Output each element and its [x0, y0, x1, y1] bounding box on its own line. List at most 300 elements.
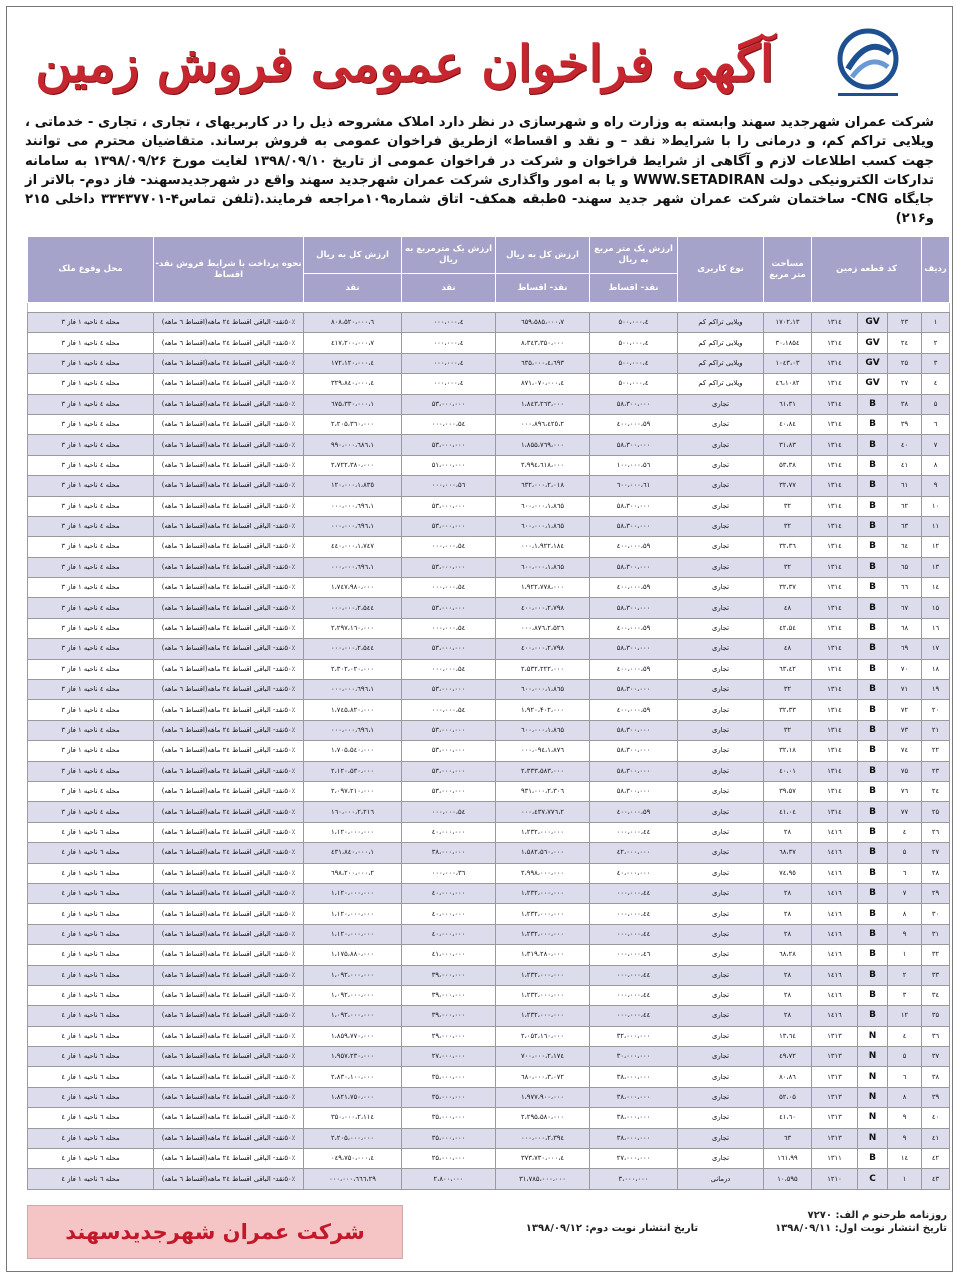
table-row — [28, 455, 950, 475]
cell-total-installment: ۱،۲۳۲،۰۰۰،۰۰۰ — [496, 924, 590, 944]
publication-dates-line — [427, 1222, 947, 1235]
table-row — [28, 394, 950, 414]
cell-location: محله ٦ ناحیه ۱ فاز ٤ — [28, 1047, 154, 1067]
cell-row-number: ۳ — [922, 353, 950, 373]
cell-unit-price-cash: ۳۸،۰۰۰،۰۰۰ — [402, 843, 496, 863]
cell-total-installment: ۲،۱۷٤،۷۰۰،۰۰۰ — [496, 1047, 590, 1067]
cell-usage: تجاری — [678, 802, 764, 822]
cell-parcel-number: ٦ — [888, 1067, 922, 1087]
cell-total-installment: ۱،۲۳۲،۰۰۰،۰۰۰ — [496, 985, 590, 1005]
cell-unit-price-installment: ۵۸،۳۰۰،۰۰۰ — [590, 394, 678, 414]
table-row — [28, 904, 950, 924]
cell-parcel-number: ۳۹ — [888, 414, 922, 434]
cell-total-cash: ۲،۲۹۷،۱٦۰،۰۰۰ — [304, 618, 402, 638]
cell-plan-code: ۱۳۱٤ — [812, 313, 858, 333]
cell-parcel-number: ۱۲ — [888, 1006, 922, 1026]
cell-payment-method: ۵۰٪نقد- الباقی اقساط ۲٤ ماهه(اقساط ٦ ماهه) — [154, 680, 304, 700]
cell-area: ۱٦۱،۹۹ — [764, 1149, 812, 1169]
table-row — [28, 720, 950, 740]
cell-total-cash: ۲۹،٦٦٦،۰۰۰،۰۰۰ — [304, 1169, 402, 1189]
cell-usage: تجاری — [678, 455, 764, 475]
cell-total-installment: ۲،۹۹٤،٦۱۸،۰۰۰ — [496, 455, 590, 475]
cell-area: ۳۹،۵۷ — [764, 781, 812, 801]
cell-plan-code: ۱۳۱٤ — [812, 455, 858, 475]
second-pub-label: تاریخ انتشار نوبت دوم: — [585, 1223, 699, 1234]
cell-usage: تجاری — [678, 496, 764, 516]
cell-plan-code: ۱٤۱٦ — [812, 1006, 858, 1026]
cell-area: ۳۲،۷۷ — [764, 476, 812, 496]
cell-location: محله ٤ ناحیه ۱ فاز ۳ — [28, 761, 154, 781]
cell-unit-price-installment: ۵۸،۳۰۰،۰۰۰ — [590, 720, 678, 740]
cell-payment-method: ۵۰٪نقد- الباقی اقساط ۲٤ ماهه(اقساط ٦ ماهه) — [154, 741, 304, 761]
cell-area: ۳۲،۳۷ — [764, 578, 812, 598]
cell-total-installment: ۱،۸٦۵،٦۰۰،۰۰۰ — [496, 516, 590, 536]
cell-unit-price-installment: ۵۸،۳۰۰،۰۰۰ — [590, 598, 678, 618]
table-row — [28, 578, 950, 598]
cell-plan-code: ۱۳۱٤ — [812, 781, 858, 801]
cell-block: B — [858, 659, 888, 679]
table-row — [28, 516, 950, 536]
cell-block: B — [858, 394, 888, 414]
cell-unit-price-installment: ۵۸،۳۰۰،۰۰۰ — [590, 516, 678, 536]
cell-parcel-number: ۵ — [888, 843, 922, 863]
cell-payment-method: ۵۰٪نقد- الباقی اقساط ۲٤ ماهه(اقساط ٦ ماهه) — [154, 965, 304, 985]
table-row — [28, 414, 950, 434]
company-logo-icon — [818, 23, 918, 107]
header-unit-price-installment: ارزش یک متر مربع به ریال — [590, 237, 678, 274]
cell-unit-price-installment: ۵۹،٤۰۰،۰۰۰ — [590, 659, 678, 679]
cell-payment-method: ۵۰٪نقد- الباقی اقساط ۲٤ ماهه(اقساط ٦ ماهه) — [154, 414, 304, 434]
cell-area: ۳۱،٦۱ — [764, 394, 812, 414]
cell-payment-method: ۵۰٪نقد- الباقی اقساط ۲٤ ماهه(اقساط ٦ ماهه) — [154, 843, 304, 863]
cell-unit-price-cash: ۵٤،۰۰۰،۰۰۰ — [402, 414, 496, 434]
cell-row-number: ۳٤ — [922, 985, 950, 1005]
cell-total-installment: ۲،۲۹۵،۵۸۰،۰۰۰ — [496, 1108, 590, 1128]
cell-total-cash: ۱،۰۹۲،۰۰۰،۰۰۰ — [304, 985, 402, 1005]
cell-area: ۲۸ — [764, 965, 812, 985]
cell-row-number: ۳۱ — [922, 924, 950, 944]
cell-unit-price-cash: ٤۰،۰۰۰،۰۰۰ — [402, 904, 496, 924]
newspaper-label: روزنامه طرحنو م الف: — [835, 1210, 947, 1221]
cell-unit-price-cash: ۵۳،۰۰۰،۰۰۰ — [402, 639, 496, 659]
cell-payment-method: ۵۰٪نقد- الباقی اقساط ۲٤ ماهه(اقساط ٦ ماهه) — [154, 1128, 304, 1148]
header-total-cash: ارزش کل به ریال — [304, 237, 402, 274]
cell-block: B — [858, 945, 888, 965]
spacer-cell — [28, 303, 950, 313]
table-row — [28, 598, 950, 618]
cell-plan-code: ۱۳۱٤ — [812, 537, 858, 557]
cell-unit-price-installment: ٤۲،۰۰۰،۰۰۰ — [590, 843, 678, 863]
cell-location: محله ٤ ناحیه ۱ فاز ۳ — [28, 394, 154, 414]
table-row — [28, 1087, 950, 1107]
cell-payment-method: ۵۰٪نقد- الباقی اقساط ۲٤ ماهه(اقساط ٦ ماهه) — [154, 578, 304, 598]
cell-plan-code: ۱٤۱٦ — [812, 924, 858, 944]
cell-parcel-number: ۸ — [888, 1087, 922, 1107]
table-row — [28, 945, 950, 965]
cell-area: ۲۸ — [764, 924, 812, 944]
cell-row-number: ۳۲ — [922, 945, 950, 965]
cell-total-cash: ۲،۱۲۰،۵۳۰،۰۰۰ — [304, 761, 402, 781]
cell-payment-method: ۵۰٪نقد- الباقی اقساط ۲٤ ماهه(اقساط ٦ ماهه) — [154, 1108, 304, 1128]
cell-unit-price-installment: ۳۸،۰۰۰،۰۰۰ — [590, 1108, 678, 1128]
cell-payment-method: ۵۰٪نقد- الباقی اقساط ۲٤ ماهه(اقساط ٦ ماهه) — [154, 1047, 304, 1067]
cell-block: N — [858, 1128, 888, 1148]
cell-unit-price-cash: ۳۵،۰۰۰،۰۰۰ — [402, 1128, 496, 1148]
cell-location: محله ٤ ناحیه ۱ فاز ۳ — [28, 374, 154, 394]
cell-parcel-number: ۷۳ — [888, 720, 922, 740]
cell-unit-price-installment: ٤،۵۰۰،۰۰۰ — [590, 333, 678, 353]
cell-row-number: ۱۷ — [922, 639, 950, 659]
cell-total-installment: ۱،۲۳۲،۰۰۰،۰۰۰ — [496, 965, 590, 985]
cell-plan-code: ۱۳۱٤ — [812, 618, 858, 638]
cell-area: ۱۰۸۲،٤٦ — [764, 374, 812, 394]
cell-usage: تجاری — [678, 863, 764, 883]
cell-row-number: ۲ — [922, 333, 950, 353]
cell-total-installment: ۱،۸٦۵،٦۰۰،۰۰۰ — [496, 680, 590, 700]
cell-plan-code: ۱۳۱٤ — [812, 394, 858, 414]
table-body — [28, 303, 950, 1190]
cell-row-number: ٦ — [922, 414, 950, 434]
cell-area: ۳۲ — [764, 680, 812, 700]
cell-area: ۳۲،۳۳ — [764, 700, 812, 720]
cell-usage: تجاری — [678, 700, 764, 720]
cell-parcel-number: ٦٤ — [888, 537, 922, 557]
cell-location: محله ٤ ناحیه ۱ فاز ۳ — [28, 618, 154, 638]
cell-total-cash: ۱،٤۳۱،۸٤۰،۰۰۰ — [304, 843, 402, 863]
cell-location: محله ٦ ناحیه ۱ فاز ٤ — [28, 1087, 154, 1107]
cell-plan-code: ۱۳۱٤ — [812, 659, 858, 679]
cell-payment-method: ۵۰٪نقد- الباقی اقساط ۲٤ ماهه(اقساط ٦ ماهه) — [154, 1149, 304, 1169]
cell-parcel-number: ۹ — [888, 924, 922, 944]
subheader-installment: نقد- اقساط — [590, 274, 678, 303]
header-total-installment: ارزش کل به ریال — [496, 237, 590, 274]
cell-unit-price-installment: ۵۸،۳۰۰،۰۰۰ — [590, 496, 678, 516]
cell-area: ٤۸ — [764, 598, 812, 618]
cell-parcel-number: ۹ — [888, 1128, 922, 1148]
cell-parcel-number: ۷۲ — [888, 700, 922, 720]
cell-row-number: ۳۵ — [922, 1006, 950, 1026]
cell-unit-price-installment: ۳۰،۰۰۰،۰۰۰ — [590, 1047, 678, 1067]
cell-parcel-number: ۱ — [888, 1169, 922, 1189]
cell-plan-code: ۱۳۱٤ — [812, 476, 858, 496]
cell-payment-method: ۵۰٪نقد- الباقی اقساط ۲٤ ماهه(اقساط ٦ ماهه) — [154, 313, 304, 333]
cell-payment-method: ۵۰٪نقد- الباقی اقساط ۲٤ ماهه(اقساط ٦ ماهه) — [154, 394, 304, 414]
cell-unit-price-cash: ۵۳،۰۰۰،۰۰۰ — [402, 781, 496, 801]
cell-usage: تجاری — [678, 1149, 764, 1169]
cell-block: B — [858, 904, 888, 924]
cell-row-number: ٤۲ — [922, 1149, 950, 1169]
cell-row-number: ۲۷ — [922, 843, 950, 863]
cell-row-number: ۲۱ — [922, 720, 950, 740]
cell-row-number: ۱۲ — [922, 537, 950, 557]
cell-plan-code: ۱۳۱۳ — [812, 1067, 858, 1087]
table-row — [28, 1047, 950, 1067]
cell-total-installment: ۲،٤۲٥،۸۹٦،۰۰۰ — [496, 414, 590, 434]
cell-unit-price-cash: ۲۷،۰۰۰،۰۰۰ — [402, 1047, 496, 1067]
cell-block: B — [858, 557, 888, 577]
cell-payment-method: ۵۰٪نقد- الباقی اقساط ۲٤ ماهه(اقساط ٦ ماهه) — [154, 1006, 304, 1026]
cell-payment-method: ۵۰٪نقد- الباقی اقساط ۲٤ ماهه(اقساط ٦ ماهه) — [154, 1087, 304, 1107]
cell-parcel-number: ٦٦ — [888, 578, 922, 598]
cell-usage: تجاری — [678, 924, 764, 944]
cell-area: ۳۲ — [764, 496, 812, 516]
cell-row-number: ۳۷ — [922, 1047, 950, 1067]
cell-plan-code: ۱۳۱٤ — [812, 700, 858, 720]
header-parcel-code: کد قطعه زمین — [812, 237, 922, 303]
cell-usage: تجاری — [678, 781, 764, 801]
table-row — [28, 659, 950, 679]
cell-block: B — [858, 1006, 888, 1026]
cell-parcel-number: ۱٤ — [888, 1149, 922, 1169]
cell-payment-method: ۵۰٪نقد- الباقی اقساط ۲٤ ماهه(اقساط ٦ ماهه) — [154, 802, 304, 822]
cell-location: محله ٤ ناحیه ۱ فاز ۳ — [28, 639, 154, 659]
cell-unit-price-installment: ٤٤،۰۰۰،۰۰۰ — [590, 985, 678, 1005]
cell-total-cash: ٤،۳۲۹،۸٤۰،۰۰۰ — [304, 374, 402, 394]
cell-row-number: ۱۳ — [922, 557, 950, 577]
cell-block: N — [858, 1087, 888, 1107]
header-location: محل وقوع ملک — [28, 237, 154, 303]
cell-unit-price-cash: ۳٦،۰۰۰،۰۰۰ — [402, 863, 496, 883]
page-title: آگهی فراخوان عمومی فروش زمین — [35, 34, 774, 93]
cell-unit-price-installment: ۵۸،۳۰۰،۰۰۰ — [590, 680, 678, 700]
cell-total-installment: ۷،٦۵۹،۵۸۵،۰۰۰ — [496, 313, 590, 333]
cell-plan-code: ۱۳۱٤ — [812, 741, 858, 761]
cell-row-number: ٤۱ — [922, 1128, 950, 1148]
cell-total-installment: ۱،۹۷۷،۹۰۰،۰۰۰ — [496, 1087, 590, 1107]
cell-payment-method: ۵۰٪نقد- الباقی اقساط ۲٤ ماهه(اقساط ٦ ماهه) — [154, 904, 304, 924]
cell-total-installment: ۲،۷۹۸،٤۰۰،۰۰۰ — [496, 639, 590, 659]
cell-total-cash: ۲،۸۳۰،۱۰۰،۰۰۰ — [304, 1067, 402, 1087]
cell-location: محله ٦ ناحیه ۱ فاز ٤ — [28, 1026, 154, 1046]
cell-parcel-number: ٤۰ — [888, 435, 922, 455]
cell-parcel-number: ۷۵ — [888, 761, 922, 781]
cell-usage: تجاری — [678, 843, 764, 863]
table-row — [28, 1108, 950, 1128]
cell-usage: تجاری — [678, 659, 764, 679]
cell-row-number: ۱۵ — [922, 598, 950, 618]
cell-usage: تجاری — [678, 1128, 764, 1148]
cell-row-number: ۲٤ — [922, 781, 950, 801]
cell-plan-code: ۱٤۱٦ — [812, 965, 858, 985]
table-row — [28, 435, 950, 455]
cell-total-installment: ۲،۳۰٦،۹۳۱،۰۰۰ — [496, 781, 590, 801]
cell-unit-price-installment: ٤٤،۰۰۰،۰۰۰ — [590, 924, 678, 944]
cell-total-installment: ۱،۹۲۲،۷۷۸،۰۰۰ — [496, 578, 590, 598]
cell-total-cash: ۱،٦۹٦،۰۰۰،۰۰۰ — [304, 496, 402, 516]
cell-row-number: ۲۰ — [922, 700, 950, 720]
cell-unit-price-cash: ۵٤،۰۰۰،۰۰۰ — [402, 537, 496, 557]
cell-block: GV — [858, 333, 888, 353]
table-row — [28, 1149, 950, 1169]
cell-location: محله ٦ ناحیه ۱ فاز ٤ — [28, 1006, 154, 1026]
table-row — [28, 965, 950, 985]
cell-location: محله ٤ ناحیه ۱ فاز ۳ — [28, 455, 154, 475]
cell-row-number: ۲۲ — [922, 741, 950, 761]
cell-block: B — [858, 618, 888, 638]
table-row — [28, 1006, 950, 1026]
cell-plan-code: ۱۳۱۳ — [812, 1108, 858, 1128]
cell-location: محله ٦ ناحیه ۱ فاز ٤ — [28, 883, 154, 903]
cell-usage: تجاری — [678, 618, 764, 638]
cell-payment-method: ۵۰٪نقد- الباقی اقساط ۲٤ ماهه(اقساط ٦ ماهه) — [154, 374, 304, 394]
cell-unit-price-cash: ۵۳،۰۰۰،۰۰۰ — [402, 435, 496, 455]
cell-plan-code: ۱۳۱٤ — [812, 516, 858, 536]
intro-paragraph: شرکت عمران شهرجدید سهند وابسته به وزارت راه و شهرسازی در نظر دارد املاک مشروحه ذیل را در کاربریهای ، تجاری ، تجاری - خدماتی ، ویلایی تراکم کم، و درمانی را با شرایط« نقد – و نقد و اقساط» ازطریق فراخوان عمومی به فروش برساند. متقاضیان محترم می توانند جهت کسب اطلاعات لازم و آگاهی از شرایط فراخوان و شرکت در فراخوان عمومی از تاریخ ۱۳۹۸/۰۹/۱۰ لغایت مورخ ۱۳۹۸/۰۹/۲۶ به سامانه تدارکات الکترونیکی دولت WWW.SETADIRAN و یا به امور واگذاری شرکت عمران شهرجدید سهند واقع در شهرجدیدسهند- فاز دوم- بالاتر از جایگاه CNG- ساختمان شرکت عمران شهر جدید سهند- ۵طبقه همکف- اتاق شماره۱۰۹مراجعه فرمایند.(تلفن تماس۴-۳۳۴۳۷۷۰۱ داخلی ۲۱۵ و۲۱۶) — [25, 115, 935, 227]
cell-block: B — [858, 883, 888, 903]
cell-parcel-number: ۵ — [888, 1047, 922, 1067]
cell-block: N — [858, 1067, 888, 1087]
cell-total-installment: ۱،۸٦۵،٦۰۰،۰۰۰ — [496, 557, 590, 577]
second-pub-date: ۱۳۹۸/۰۹/۱۲ — [525, 1223, 582, 1234]
cell-total-installment: ۱،۵۸۲،۵٦۰،۰۰۰ — [496, 843, 590, 863]
header-unit-price-cash: ارزش یک مترمربع به ریال — [402, 237, 496, 274]
cell-plan-code: ۱۳۱٤ — [812, 414, 858, 434]
cell-row-number: ۳۸ — [922, 1067, 950, 1087]
cell-total-cash: ٤،۱۷۲،۱۲۰،۰۰۰ — [304, 353, 402, 373]
cell-area: ۳۲،۳٦ — [764, 537, 812, 557]
cell-payment-method: ۵۰٪نقد- الباقی اقساط ۲٤ ماهه(اقساط ٦ ماهه) — [154, 476, 304, 496]
cell-row-number: ۷ — [922, 435, 950, 455]
cell-area: ۲۸ — [764, 883, 812, 903]
cell-usage: تجاری — [678, 761, 764, 781]
cell-row-number: ۳۹ — [922, 1087, 950, 1107]
subheader-cash: نقد — [402, 274, 496, 303]
cell-unit-price-cash: ۳۵،۰۰۰،۰۰۰ — [402, 1087, 496, 1107]
footer — [27, 1205, 949, 1265]
cell-total-installment: ۱،۸٤۳،۲٦۳،۰۰۰ — [496, 394, 590, 414]
cell-total-cash: ۲،۰۹۷،۲۱۰،۰۰۰ — [304, 781, 402, 801]
cell-unit-price-cash: ۳۹،۰۰۰،۰۰۰ — [402, 985, 496, 1005]
cell-total-cash: ۱،۱۲۰،۰۰۰،۰۰۰ — [304, 924, 402, 944]
cell-unit-price-installment: ۵۸،۳۰۰،۰۰۰ — [590, 557, 678, 577]
cell-unit-price-installment: ٤،۵۰۰،۰۰۰ — [590, 374, 678, 394]
cell-payment-method: ۵۰٪نقد- الباقی اقساط ۲٤ ماهه(اقساط ٦ ماهه) — [154, 1169, 304, 1189]
cell-unit-price-installment: ۵۸،۳۰۰،۰۰۰ — [590, 435, 678, 455]
table-row — [28, 802, 950, 822]
table-row — [28, 1128, 950, 1148]
cell-plan-code: ۱۳۱۳ — [812, 1128, 858, 1148]
cell-unit-price-cash: ۲۹،۰۰۰،۰۰۰ — [402, 1026, 496, 1046]
cell-plan-code: ۱۳۱٤ — [812, 598, 858, 618]
table-row — [28, 1169, 950, 1189]
cell-payment-method: ۵۰٪نقد- الباقی اقساط ۲٤ ماهه(اقساط ٦ ماهه) — [154, 598, 304, 618]
cell-unit-price-cash: ۳۵،۰۰۰،۰۰۰ — [402, 1067, 496, 1087]
cell-unit-price-installment: ۵٦،۱۰۰،۰۰۰ — [590, 455, 678, 475]
table-row — [28, 353, 950, 373]
cell-usage: ویلایی تراکم کم — [678, 313, 764, 333]
cell-payment-method: ۵۰٪نقد- الباقی اقساط ۲٤ ماهه(اقساط ٦ ماهه) — [154, 945, 304, 965]
cell-payment-method: ۵۰٪نقد- الباقی اقساط ۲٤ ماهه(اقساط ٦ ماهه) — [154, 516, 304, 536]
cell-total-cash: ٦،۸۰۸،۵۲۰،۰۰۰ — [304, 313, 402, 333]
advertisement-frame — [6, 6, 953, 1272]
cell-payment-method: ۵۰٪نقد- الباقی اقساط ۲٤ ماهه(اقساط ٦ ماهه) — [154, 333, 304, 353]
cell-total-installment: ٤،۸۷۱،۰۷۰،۰۰۰ — [496, 374, 590, 394]
cell-unit-price-cash: ۳۹،۰۰۰،۰۰۰ — [402, 1006, 496, 1026]
cell-location: محله ٤ ناحیه ۱ فاز ۳ — [28, 333, 154, 353]
cell-total-installment: ۲،۷۹۸،٤۰۰،۰۰۰ — [496, 598, 590, 618]
cell-total-cash: ۷،٤۱۷،۲۰۰،۰۰۰ — [304, 333, 402, 353]
cell-unit-price-cash: ٤،۰۰۰،۰۰۰ — [402, 353, 496, 373]
cell-plan-code: ۱۳۱٤ — [812, 761, 858, 781]
cell-payment-method: ۵۰٪نقد- الباقی اقساط ۲٤ ماهه(اقساط ٦ ماهه) — [154, 822, 304, 842]
cell-total-installment: ۱،۸۷٦،۰۹٤،۰۰۰ — [496, 741, 590, 761]
cell-location: محله ٤ ناحیه ۱ فاز ۳ — [28, 741, 154, 761]
cell-parcel-number: ۲۳ — [888, 313, 922, 333]
cell-block: B — [858, 414, 888, 434]
cell-block: C — [858, 1169, 888, 1189]
cell-plan-code: ۱٤۱٦ — [812, 904, 858, 924]
cell-parcel-number: ۲٤ — [888, 333, 922, 353]
cell-location: محله ٤ ناحیه ۱ فاز ۳ — [28, 598, 154, 618]
cell-block: GV — [858, 313, 888, 333]
cell-row-number: ۸ — [922, 455, 950, 475]
cell-total-cash: ۱،۸۵۹،۷۷۰،۰۰۰ — [304, 1026, 402, 1046]
cell-unit-price-installment: ۵۹،٤۰۰،۰۰۰ — [590, 414, 678, 434]
table-row — [28, 557, 950, 577]
cell-usage: تجاری — [678, 1026, 764, 1046]
cell-usage: تجاری — [678, 414, 764, 434]
cell-unit-price-cash: ۵٤،۰۰۰،۰۰۰ — [402, 802, 496, 822]
cell-unit-price-installment: ۳۸،۰۰۰،۰۰۰ — [590, 1087, 678, 1107]
cell-unit-price-cash: ۵٦،۰۰۰،۰۰۰ — [402, 476, 496, 496]
cell-row-number: ۲۵ — [922, 802, 950, 822]
cell-payment-method: ۵۰٪نقد- الباقی اقساط ۲٤ ماهه(اقساط ٦ ماهه) — [154, 883, 304, 903]
cell-payment-method: ۵۰٪نقد- الباقی اقساط ۲٤ ماهه(اقساط ٦ ماهه) — [154, 985, 304, 1005]
cell-block: B — [858, 863, 888, 883]
cell-block: B — [858, 741, 888, 761]
cell-total-installment: ۱،۹۲۲،۱۸٤،۰۰۰ — [496, 537, 590, 557]
cell-parcel-number: ۸ — [888, 904, 922, 924]
cell-total-cash: ۱،٦۹٦،۰۰۰،۰۰۰ — [304, 720, 402, 740]
cell-plan-code: ۱۳۱٤ — [812, 639, 858, 659]
cell-total-cash: ۱،۰۹۲،۰۰۰،۰۰۰ — [304, 965, 402, 985]
cell-block: B — [858, 720, 888, 740]
cell-row-number: ۱۸ — [922, 659, 950, 679]
cell-unit-price-installment: ۵۹،٤۰۰،۰۰۰ — [590, 700, 678, 720]
cell-usage: تجاری — [678, 985, 764, 1005]
cell-block: B — [858, 700, 888, 720]
cell-row-number: ۳۳ — [922, 965, 950, 985]
cell-unit-price-installment: ٤٤،۰۰۰،۰۰۰ — [590, 965, 678, 985]
cell-unit-price-cash: ۵۳،۰۰۰،۰۰۰ — [402, 516, 496, 536]
cell-area: ۷٤،٩٥ — [764, 863, 812, 883]
cell-location: محله ٤ ناحیه ۱ فاز ۳ — [28, 537, 154, 557]
cell-block: B — [858, 924, 888, 944]
cell-usage: تجاری — [678, 1108, 764, 1128]
cell-parcel-number: ۷۱ — [888, 680, 922, 700]
cell-area: ۷۲،٤۹ — [764, 1047, 812, 1067]
cell-unit-price-cash: ٤۰،۰۰۰،۰۰۰ — [402, 924, 496, 944]
cell-payment-method: ۵۰٪نقد- الباقی اقساط ۲٤ ماهه(اقساط ٦ ماهه) — [154, 353, 304, 373]
cell-usage: تجاری — [678, 1087, 764, 1107]
cell-unit-price-cash: ۲۵،۰۰۰،۰۰۰ — [402, 1149, 496, 1169]
cell-parcel-number: ۷۷ — [888, 802, 922, 822]
table-row — [28, 537, 950, 557]
cell-area: ۱۰٤۳،۰۳ — [764, 353, 812, 373]
cell-location: محله ٤ ناحیه ۱ فاز ۳ — [28, 720, 154, 740]
cell-unit-price-cash: ۳۵،۰۰۰،۰۰۰ — [402, 1108, 496, 1128]
cell-area: ۳۱،۸۳ — [764, 435, 812, 455]
cell-area: ٤۸ — [764, 639, 812, 659]
cell-location: محله ٦ ناحیه ۱ فاز ٤ — [28, 965, 154, 985]
table-row — [28, 781, 950, 801]
cell-area: ۵۲،۰۵ — [764, 1087, 812, 1107]
cell-row-number: ۹ — [922, 476, 950, 496]
cell-parcel-number: ۲ — [888, 965, 922, 985]
cell-unit-price-cash: ۳۹،۰۰۰،۰۰۰ — [402, 965, 496, 985]
cell-row-number: ۱ — [922, 313, 950, 333]
cell-row-number: ۱۹ — [922, 680, 950, 700]
